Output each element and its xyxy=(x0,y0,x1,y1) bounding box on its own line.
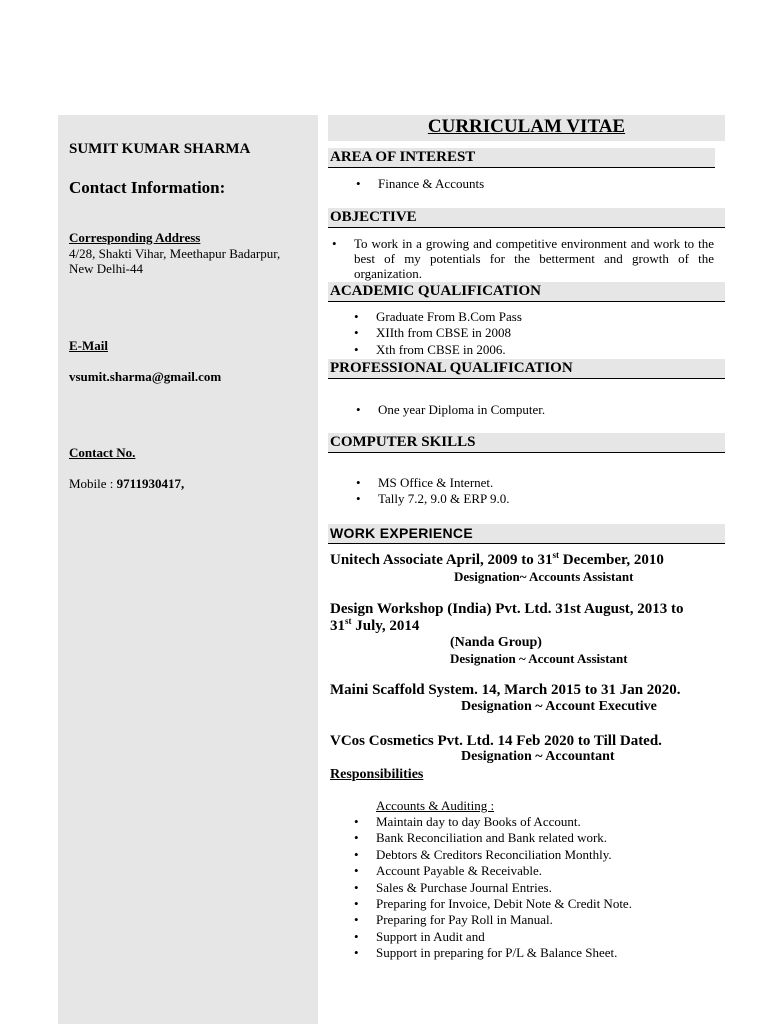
academic-list xyxy=(354,309,522,358)
section-heading: COMPUTER SKILLS xyxy=(330,434,476,450)
list-item: • Graduate From B.Com Pass xyxy=(354,309,522,325)
list-item: • Account Payable & Receivable. xyxy=(354,863,632,879)
list-item: • Support in preparing for P/L & Balance Sheet. xyxy=(354,945,632,961)
email-label: E-Mail xyxy=(69,338,108,353)
list-item: • Finance & Accounts xyxy=(356,176,484,192)
mobile-line xyxy=(69,476,184,491)
job-2-title: Design Workshop (India) Pvt. Ltd. 31st August, 2013 to 31st July, 2014 xyxy=(330,601,684,634)
list-item: • One year Diploma in Computer. xyxy=(356,402,545,418)
responsibilities-list xyxy=(354,814,632,962)
section-computer-skills xyxy=(328,433,725,453)
list-item: • Preparing for Invoice, Debit Note & Credit Note. xyxy=(354,896,632,912)
responsibilities-heading: Responsibilities xyxy=(330,767,424,782)
job-1-title: Unitech Associate April, 2009 to 31st December, 2010 xyxy=(330,550,664,568)
list-item: • Preparing for Pay Roll in Manual. xyxy=(354,912,632,928)
candidate-name: SUMIT KUMAR SHARMA xyxy=(69,141,251,157)
list-item: • XIIth from CBSE in 2008 xyxy=(354,325,522,341)
mobile-number: 9711930417, xyxy=(116,476,185,491)
section-area-of-interest xyxy=(328,148,715,168)
professional-list xyxy=(356,402,545,418)
email-value[interactable]: vsumit.sharma@gmail.com xyxy=(69,369,222,384)
list-item: • Xth from CBSE in 2006. xyxy=(354,342,522,358)
objective-text: • To work in a growing and competitive environment and work to the best of my potentials for the betterment and growth of the organization. xyxy=(354,236,714,281)
mobile-prefix: Mobile : xyxy=(69,476,117,491)
contact-number-label: Contact No. xyxy=(69,445,136,460)
section-professional xyxy=(328,359,725,379)
job-3-designation: Designation ~ Account Executive xyxy=(461,699,657,714)
job-1-designation: Designation~ Accounts Assistant xyxy=(454,569,634,584)
list-item: • Tally 7.2, 9.0 & ERP 9.0. xyxy=(356,491,510,507)
document-title: CURRICULAM VITAE xyxy=(427,116,626,137)
job-2-designation: Designation ~ Account Assistant xyxy=(450,651,628,666)
section-heading: WORK EXPERIENCE xyxy=(330,525,473,541)
address-line-2: New Delhi-44 xyxy=(69,261,144,276)
job-4-designation: Designation ~ Accountant xyxy=(461,749,615,764)
section-work-experience xyxy=(328,524,725,544)
interest-list xyxy=(356,176,484,192)
contact-heading: Contact Information: xyxy=(69,178,226,197)
responsibilities-subheading: Accounts & Auditing : xyxy=(376,798,495,813)
address-line-1: 4/28, Shakti Vihar, Meethapur Badarpur, xyxy=(69,246,281,261)
section-academic xyxy=(328,282,725,302)
list-item: • MS Office & Internet. xyxy=(356,475,510,491)
section-heading: ACADEMIC QUALIFICATION xyxy=(330,283,541,299)
section-objective xyxy=(328,208,725,228)
section-heading: AREA OF INTEREST xyxy=(330,149,476,165)
job-2-group: (Nanda Group) xyxy=(450,635,542,650)
list-item: • Debtors & Creditors Reconciliation Monthly. xyxy=(354,847,632,863)
job-4-title: VCos Cosmetics Pvt. Ltd. 14 Feb 2020 to Till Dated. xyxy=(330,733,662,749)
address-label: Corresponding Address xyxy=(69,230,201,245)
section-heading: PROFESSIONAL QUALIFICATION xyxy=(330,360,573,376)
section-heading: OBJECTIVE xyxy=(330,209,417,225)
job-3-title: Maini Scaffold System. 14, March 2015 to 31 Jan 2020. xyxy=(330,682,681,698)
list-item: • Maintain day to day Books of Account. xyxy=(354,814,632,830)
list-item: • Support in Audit and xyxy=(354,929,632,945)
list-item: • Bank Reconciliation and Bank related work. xyxy=(354,830,632,846)
list-item: • Sales & Purchase Journal Entries. xyxy=(354,880,632,896)
skills-list xyxy=(356,475,510,508)
